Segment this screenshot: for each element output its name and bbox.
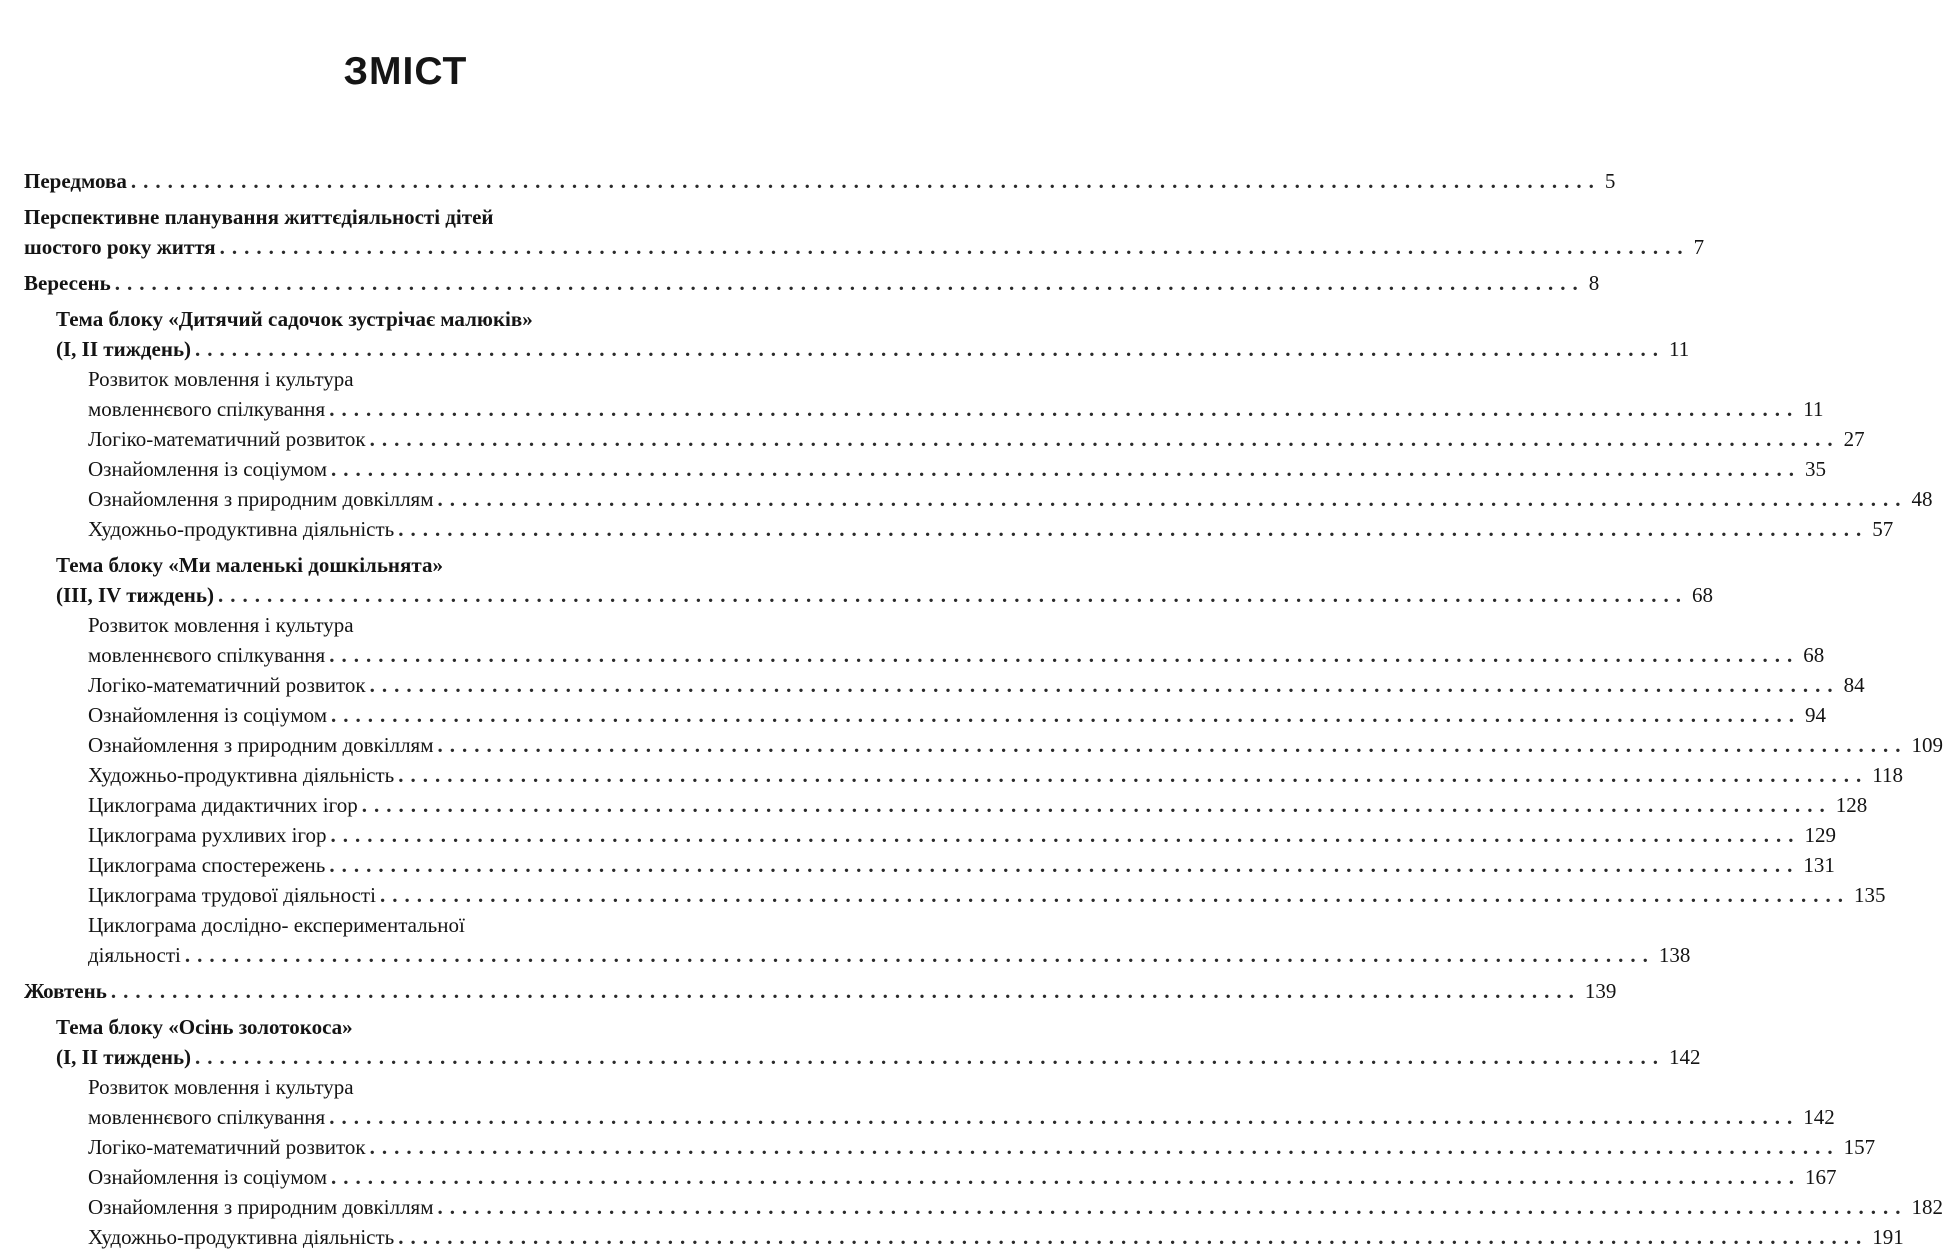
toc-entry-text: Перспективне планування життєдіяльності дітей — [24, 202, 759, 232]
toc-entry-text: Циклограма дидактичних ігор — [88, 790, 358, 820]
toc-entry-text: Розвиток мовлення і культура — [88, 1072, 759, 1102]
page-number: 138 — [1659, 940, 1691, 970]
toc-entry-subsection — [88, 1222, 759, 1252]
toc-entry-subsection — [88, 424, 759, 454]
page-number: 129 — [1805, 820, 1837, 850]
toc-entry-text: (І, ІІ тиждень) — [56, 334, 191, 364]
toc-entry-section — [24, 166, 759, 196]
page-number: 84 — [1844, 670, 1865, 700]
page-number: 11 — [1803, 394, 1823, 424]
dot-leader: ........................................................................................................................ — [398, 514, 1868, 544]
toc-entry-subsection — [88, 1132, 759, 1162]
page-number: 142 — [1803, 1102, 1835, 1132]
toc-entry-section — [24, 976, 759, 1006]
dot-leader: ........................................................................................................................ — [115, 268, 1585, 298]
dot-leader: ........................................................................................................................ — [220, 232, 1690, 262]
dot-leader: ........................................................................................................................ — [438, 1192, 1908, 1222]
toc-entry-subsection — [88, 610, 759, 670]
toc-entry-subsection — [88, 670, 759, 700]
toc-entry-text: шостого року життя — [24, 232, 216, 262]
toc-entry-subsection — [88, 1192, 759, 1222]
toc-entry-subsection — [88, 514, 759, 544]
toc-entry-text: Циклограма трудової діяльності — [88, 880, 376, 910]
page-title: ЗМІСТ — [0, 50, 811, 94]
toc-entry-subsection — [88, 880, 759, 910]
dot-leader: ........................................................................................................................ — [331, 820, 1801, 850]
toc-entry-text: Логіко-математичний розвиток — [88, 424, 366, 454]
page-number: 182 — [1912, 1192, 1943, 1222]
page-number: 128 — [1836, 790, 1868, 820]
page-number: 57 — [1872, 514, 1893, 544]
dot-leader: ........................................................................................................................ — [438, 730, 1908, 760]
toc-entry-text: Тема блоку «Дитячий садочок зустрічає малюків» — [56, 304, 759, 334]
toc-entry-text: Тема блоку «Ми маленькі дошкільнята» — [56, 550, 759, 580]
dot-leader: ........................................................................................................................ — [331, 700, 1801, 730]
page-number: 35 — [1805, 454, 1826, 484]
toc-entry-text: Логіко-математичний розвиток — [88, 670, 366, 700]
page-number: 11 — [1669, 334, 1689, 364]
toc-entry-text: Жовтень — [24, 976, 107, 1006]
toc-entry-subsection — [88, 820, 759, 850]
toc-entry-text: Розвиток мовлення і культура — [88, 364, 759, 394]
dot-leader: ........................................................................................................................ — [329, 850, 1799, 880]
dot-leader: ........................................................................................................................ — [131, 166, 1601, 196]
dot-leader: ........................................................................................................................ — [398, 1222, 1868, 1252]
toc-entry-text: Художньо-продуктивна діяльність — [88, 1222, 394, 1252]
dot-leader: ........................................................................................................................ — [111, 976, 1581, 1006]
dot-leader: ........................................................................................................................ — [185, 940, 1655, 970]
toc-entry-subsection — [88, 700, 759, 730]
page-number: 94 — [1805, 700, 1826, 730]
toc-entry-subsection — [88, 760, 759, 790]
toc-entry-text: мовленнєвого спілкування — [88, 1102, 325, 1132]
toc-entry-theme-block — [56, 550, 759, 610]
dot-leader: ........................................................................................................................ — [380, 880, 1850, 910]
dot-leader: ........................................................................................................................ — [370, 670, 1840, 700]
toc-entry-section — [24, 268, 759, 298]
toc-entry-subsection — [88, 1162, 759, 1192]
toc-entry-text: Ознайомлення із соціумом — [88, 1162, 327, 1192]
page-number: 5 — [1605, 166, 1616, 196]
toc-entry-text: Ознайомлення з природним довкіллям — [88, 730, 434, 760]
page-number: 48 — [1912, 484, 1933, 514]
toc-entry-text: Ознайомлення із соціумом — [88, 454, 327, 484]
toc-entry-text: мовленнєвого спілкування — [88, 640, 325, 670]
dot-leader: ........................................................................................................................ — [398, 760, 1868, 790]
dot-leader: ........................................................................................................................ — [331, 454, 1801, 484]
toc-entry-text: мовленнєвого спілкування — [88, 394, 325, 424]
dot-leader: ........................................................................................................................ — [362, 790, 1832, 820]
dot-leader: ........................................................................................................................ — [438, 484, 1908, 514]
table-of-contents — [0, 160, 811, 1252]
page-number: 135 — [1854, 880, 1886, 910]
page-number: 142 — [1669, 1042, 1701, 1072]
toc-entry-text: Ознайомлення із соціумом — [88, 700, 327, 730]
toc-entry-text: (ІІІ, IV тиждень) — [56, 580, 214, 610]
toc-entry-subsection — [88, 454, 759, 484]
toc-entry-text: Ознайомлення з природним довкіллям — [88, 1192, 434, 1222]
dot-leader: ........................................................................................................................ — [331, 1162, 1801, 1192]
toc-entry-text: Тема блоку «Осінь золотокоса» — [56, 1012, 759, 1042]
page-number: 27 — [1844, 424, 1865, 454]
toc-entry-subsection — [88, 850, 759, 880]
dot-leader: ........................................................................................................................ — [218, 580, 1688, 610]
dot-leader: ........................................................................................................................ — [370, 1132, 1840, 1162]
toc-entry-text: (І, ІІ тиждень) — [56, 1042, 191, 1072]
page-number: 118 — [1872, 760, 1903, 790]
page-number: 131 — [1803, 850, 1835, 880]
dot-leader: ........................................................................................................................ — [329, 394, 1799, 424]
page-number: 8 — [1589, 268, 1600, 298]
page-number: 157 — [1844, 1132, 1876, 1162]
toc-entry-text: Художньо-продуктивна діяльність — [88, 760, 394, 790]
toc-entry-subsection — [88, 364, 759, 424]
toc-entry-text: Вересень — [24, 268, 111, 298]
toc-entry-subsection — [88, 790, 759, 820]
toc-entry-text: Логіко-математичний розвиток — [88, 1132, 366, 1162]
toc-entry-subsection — [88, 910, 759, 970]
dot-leader: ........................................................................................................................ — [329, 640, 1799, 670]
toc-entry-text: Циклограма дослідно- експериментальної — [88, 910, 759, 940]
page-number: 68 — [1803, 640, 1824, 670]
page-number: 109 — [1912, 730, 1943, 760]
toc-entry-theme-block — [56, 1012, 759, 1072]
toc-entry-text: Художньо-продуктивна діяльність — [88, 514, 394, 544]
dot-leader: ........................................................................................................................ — [195, 334, 1665, 364]
toc-entry-text: Ознайомлення з природним довкіллям — [88, 484, 434, 514]
toc-entry-subsection — [88, 484, 759, 514]
toc-entry-section — [24, 202, 759, 262]
toc-entry-text: діяльності — [88, 940, 181, 970]
toc-entry-subsection — [88, 730, 759, 760]
toc-entry-text: Розвиток мовлення і культура — [88, 610, 759, 640]
dot-leader: ........................................................................................................................ — [329, 1102, 1799, 1132]
toc-entry-text: Циклограма рухливих ігор — [88, 820, 327, 850]
toc-entry-text: Циклограма спостережень — [88, 850, 325, 880]
toc-entry-theme-block — [56, 304, 759, 364]
dot-leader: ........................................................................................................................ — [370, 424, 1840, 454]
page-number: 167 — [1805, 1162, 1837, 1192]
page-number: 139 — [1585, 976, 1617, 1006]
page-number: 7 — [1694, 232, 1705, 262]
page-number: 191 — [1872, 1222, 1904, 1252]
dot-leader: ........................................................................................................................ — [195, 1042, 1665, 1072]
toc-entry-text: Передмова — [24, 166, 127, 196]
toc-entry-subsection — [88, 1072, 759, 1132]
page-number: 68 — [1692, 580, 1713, 610]
